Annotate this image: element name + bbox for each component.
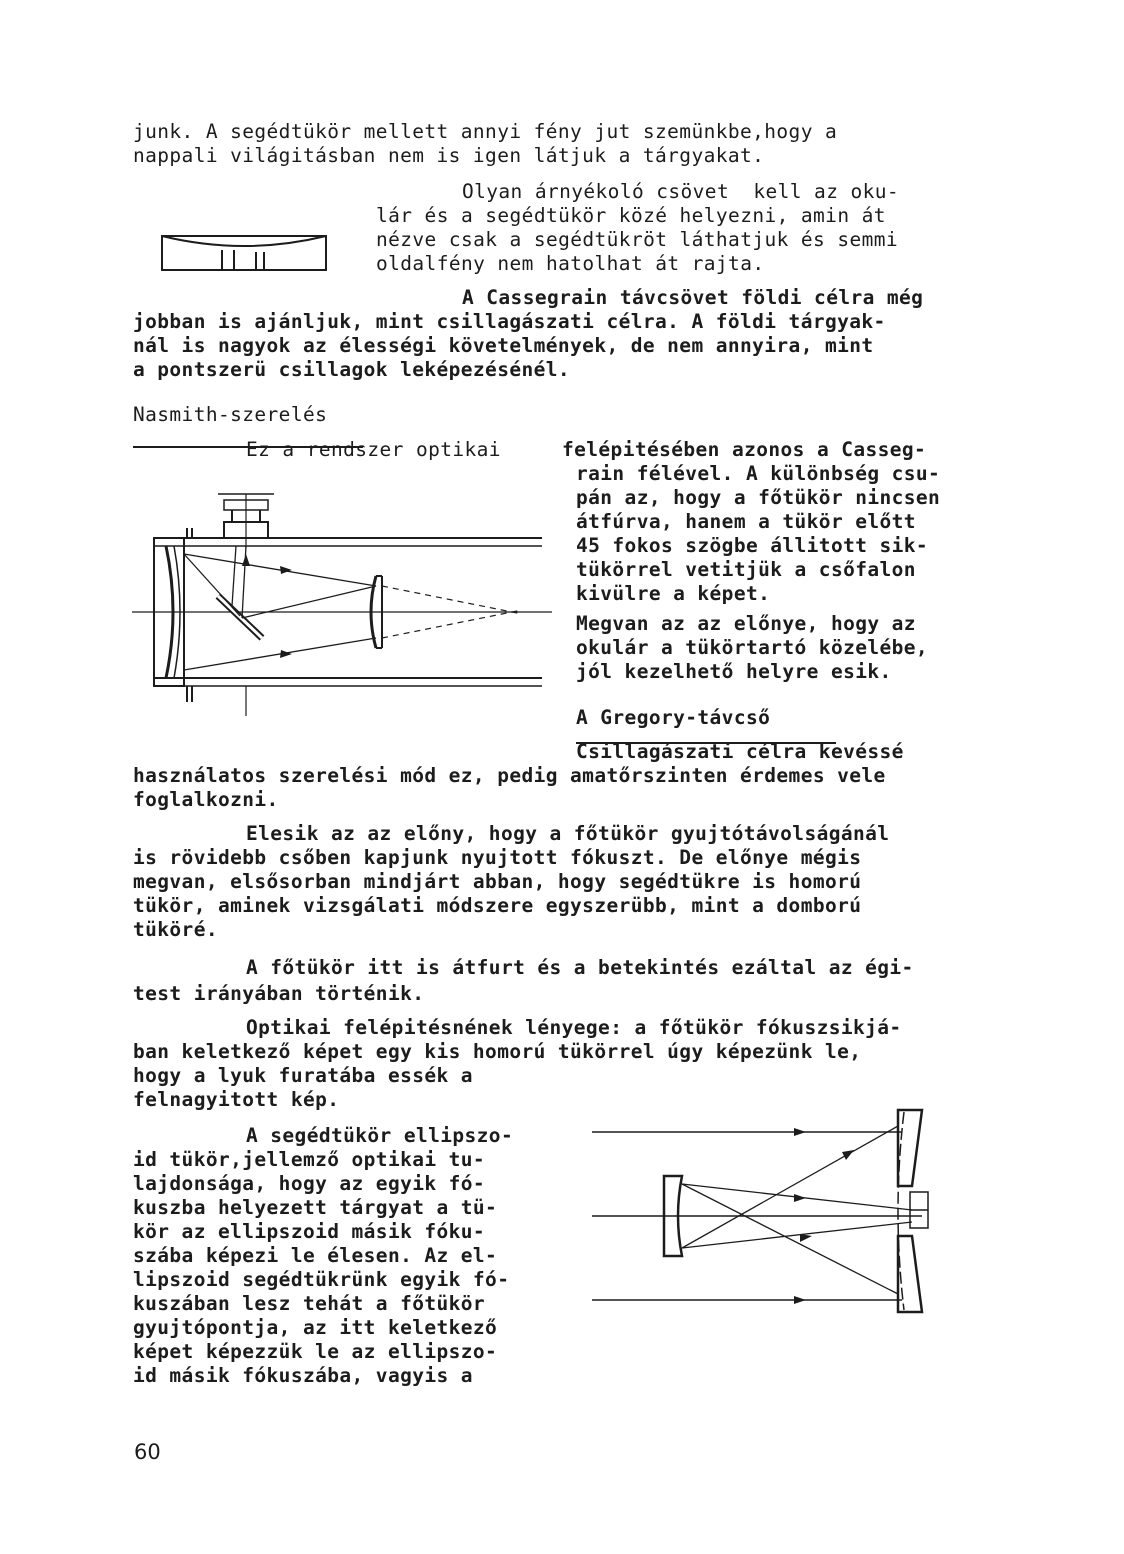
gregory-p3-line-2: test irányában történik. — [133, 982, 425, 1005]
gregory-p5-line-4: kuszba helyezett tárgyat a tü- — [133, 1196, 498, 1219]
cassegrain-line-3: nál is nagyok az élességi követelmények, de nem annyira, mint — [133, 334, 874, 357]
cassegrain-line-4: a pontszerü csillagok leképezésénél. — [133, 358, 571, 381]
gregory-p5-line-6: szába képezi le élesen. Az el- — [133, 1244, 498, 1267]
gregory-p4-line-4: felnagyitott kép. — [133, 1088, 340, 1111]
cassegrain-line-1: A Cassegrain távcsövet földi célra még — [462, 286, 924, 309]
gregory-p5-line-7: lipszoid segédtükrünk egyik fó- — [133, 1268, 510, 1291]
page-number: 60 — [134, 1440, 161, 1464]
gregory-p2-line-2: is rövidebb csőben kapjunk nyujtott fókuszt. De előnye mégis — [133, 846, 862, 869]
nasmith-line-4: pán az, hogy a főtükör nincsen — [576, 486, 941, 509]
gregory-p2-line-5: tüköré. — [133, 918, 218, 941]
gregory-diagram — [592, 1106, 972, 1326]
gregory-p2-line-1: Elesik az az előny, hogy a főtükör gyujtótávolságánál — [246, 822, 890, 845]
shade-line-1: Olyan árnyékoló csövet kell az oku- — [462, 180, 900, 203]
gregory-line-2: használatos szerelési mód ez, pedig amatőrszinten érdemes vele — [133, 764, 886, 787]
gregory-line-1: Csillagászati célra kevéssé — [576, 740, 904, 763]
gregory-p3-line-1: A főtükör itt is átfurt és a betekintés ezáltal az égi- — [246, 956, 914, 979]
shade-line-3: nézve csak a segédtükröt láthatjuk és semmi — [376, 228, 899, 251]
gregory-p5-line-5: kör az ellipszoid másik fóku- — [133, 1220, 486, 1243]
gregory-p5-line-1: A segédtükör ellipszo- — [246, 1124, 514, 1147]
nasmith-line-1: Ez a rendszer optikai — [246, 438, 501, 461]
shade-line-4: oldalfény nem hatolhat át rajta. — [376, 252, 765, 275]
nasmith-line-5: átfúrva, hanem a tükör előtt — [576, 510, 916, 533]
nasmith-line-6: 45 fokos szögbe állitott sik- — [576, 534, 929, 557]
gregory-p5-line-10: képet képezzük le az ellipszo- — [133, 1340, 498, 1363]
nasmith-advantage-1: Megvan az az előnye, hogy az — [576, 612, 916, 635]
nasmith-title: Nasmith-szerelés — [133, 403, 328, 426]
gregory-p5-line-11: id másik fókuszába, vagyis a — [133, 1364, 473, 1387]
nasmith-line-3: rain félével. A különbség csu- — [576, 462, 941, 485]
gregory-p4-line-3: hogy a lyuk furatába essék a — [133, 1064, 473, 1087]
gregory-p2-line-4: tükör, aminek vizsgálati módszere egyszerübb, mint a domború — [133, 894, 862, 917]
intro-line-2: nappali világitásban nem is igen látjuk a tárgyakat. — [133, 144, 765, 167]
nasmith-advantage-3: jól kezelhető helyre esik. — [576, 660, 892, 683]
gregory-title: A Gregory-távcső — [576, 706, 771, 729]
intro-line-1: junk. A segédtükör mellett annyi fény jut szemünkbe,hogy a — [133, 120, 838, 143]
gregory-p5-line-2: id tükör,jellemző optikai tu- — [133, 1148, 486, 1171]
nasmith-diagram — [132, 488, 552, 718]
gregory-line-1-overline — [576, 742, 836, 744]
cassegrain-line-2: jobban is ajánljuk, mint csillagászati célra. A földi tárgyak- — [133, 310, 886, 333]
shade-tube-illustration — [160, 226, 340, 276]
gregory-p4-line-2: ban keletkező képet egy kis homorú tükörrel úgy képezünk le, — [133, 1040, 862, 1063]
gregory-p4-line-1: Optikai felépitésnének lényege: a főtükör fókuszsikjá- — [246, 1016, 902, 1039]
nasmith-line-8: kivülre a képet. — [576, 582, 771, 605]
gregory-p5-line-8: kuszában lesz tehát a főtükör — [133, 1292, 486, 1315]
nasmith-line-2: felépitésében azonos a Casseg- — [562, 438, 927, 461]
gregory-p5-line-3: lajdonsága, hogy az egyik fó- — [133, 1172, 486, 1195]
gregory-p2-line-3: megvan, elsősorban mindjárt abban, hogy segédtükre is homorú — [133, 870, 862, 893]
gregory-line-3: foglalkozni. — [133, 788, 279, 811]
nasmith-advantage-2: okulár a tükörtartó közelébe, — [576, 636, 929, 659]
nasmith-line-7: tükörrel vetitjük a csőfalon — [576, 558, 916, 581]
shade-line-2: lár és a segédtükör közé helyezni, amin át — [376, 204, 886, 227]
gregory-p5-line-9: gyujtópontja, az itt keletkező — [133, 1316, 498, 1339]
